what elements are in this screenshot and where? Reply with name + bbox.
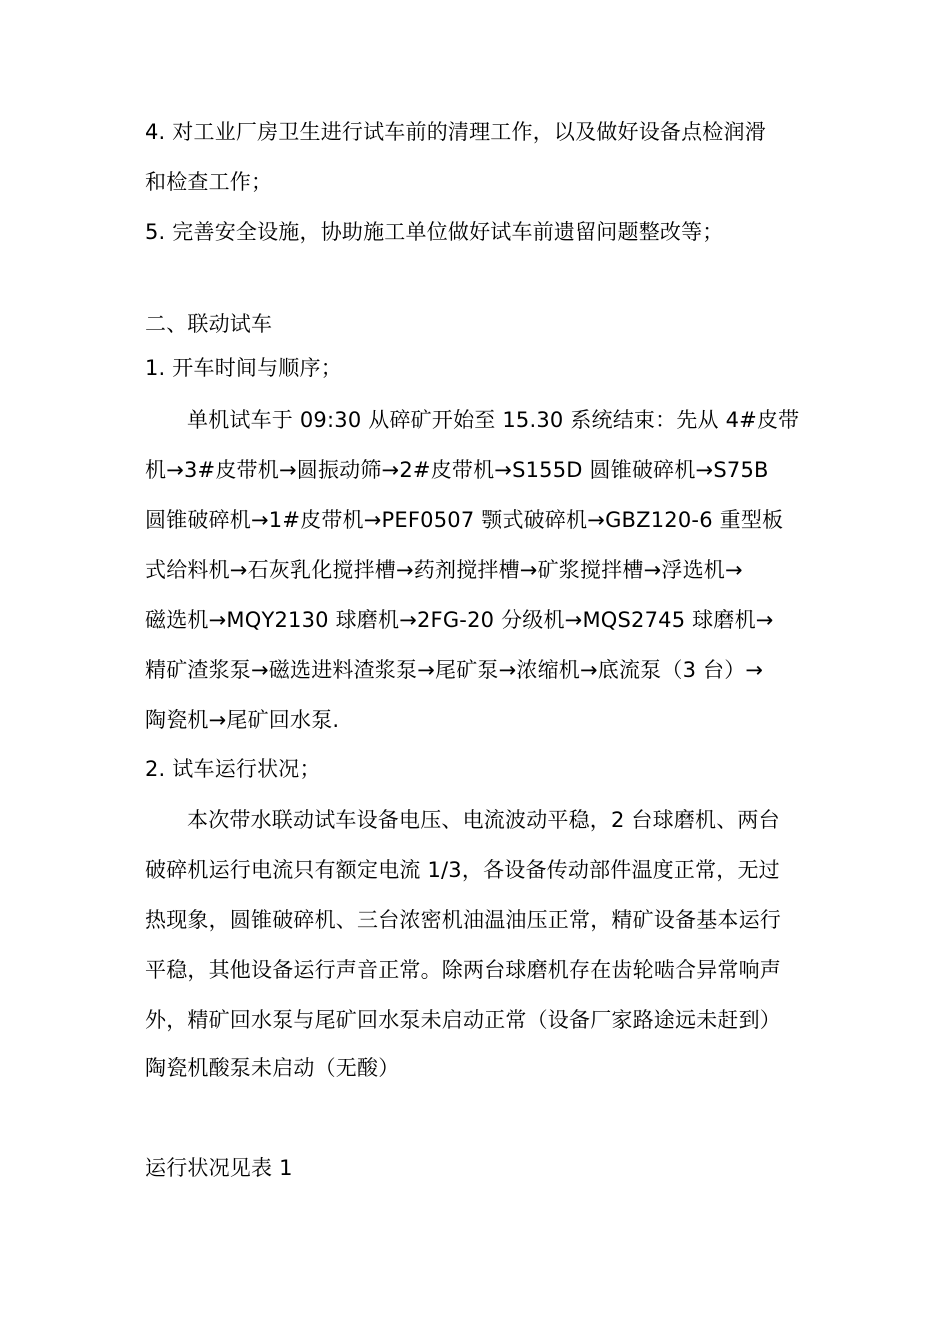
paragraph-2-line-1: 本次带水联动试车设备电压、电流波动平稳，2 台球磨机、两台 (187, 808, 780, 832)
list-item-4-continuation: 和检查工作； (145, 170, 273, 194)
subheading-2: 2. 试车运行状况； (145, 757, 321, 781)
paragraph-1-line-2: 机→3#皮带机→圆振动筛→2#皮带机→S155D 圆锥破碎机→S75B (145, 458, 769, 482)
paragraph-1-line-6: 精矿渣浆泵→磁选进料渣浆泵→尾矿泵→浓缩机→底流泵（3 台）→ (145, 658, 764, 682)
paragraph-2-line-4: 平稳，其他设备运行声音正常。除两台球磨机存在齿轮啮合异常响声 (145, 958, 781, 982)
list-item-5: 5. 完善安全设施，协助施工单位做好试车前遗留问题整改等； (145, 220, 724, 244)
paragraph-1-line-5: 磁选机→MQY2130 球磨机→2FG-20 分级机→MQS2745 球磨机→ (145, 608, 774, 632)
paragraph-2-line-5: 外，精矿回水泵与尾矿回水泵未启动正常（设备厂家路途远未赶到） (145, 1008, 781, 1032)
paragraph-2-line-3: 热现象，圆锥破碎机、三台浓密机油温油压正常，精矿设备基本运行 (145, 908, 781, 932)
paragraph-1-line-7: 陶瓷机→尾矿回水泵. (145, 708, 340, 732)
paragraph-2-line-2: 破碎机运行电流只有额定电流 1/3，各设备传动部件温度正常，无过 (145, 858, 780, 882)
paragraph-1-line-4: 式给料机→石灰乳化搅拌槽→药剂搅拌槽→矿浆搅拌槽→浮选机→ (145, 558, 743, 582)
section-heading: 二、联动试车 (145, 312, 273, 336)
subheading-1: 1. 开车时间与顺序； (145, 356, 342, 380)
paragraph-1-line-3: 圆锥破碎机→1#皮带机→PEF0507 颚式破碎机→GBZ120-6 重型板 (145, 508, 784, 532)
paragraph-1-line-1: 单机试车于 09:30 从碎矿开始至 15.30 系统结束：先从 4#皮带 (187, 408, 800, 432)
paragraph-2-line-6: 陶瓷机酸泵未启动（无酸） (145, 1056, 400, 1080)
list-item-4: 4. 对工业厂房卫生进行试车前的清理工作，以及做好设备点检润滑 (145, 120, 766, 144)
table-reference: 运行状况见表 1 (145, 1156, 293, 1180)
